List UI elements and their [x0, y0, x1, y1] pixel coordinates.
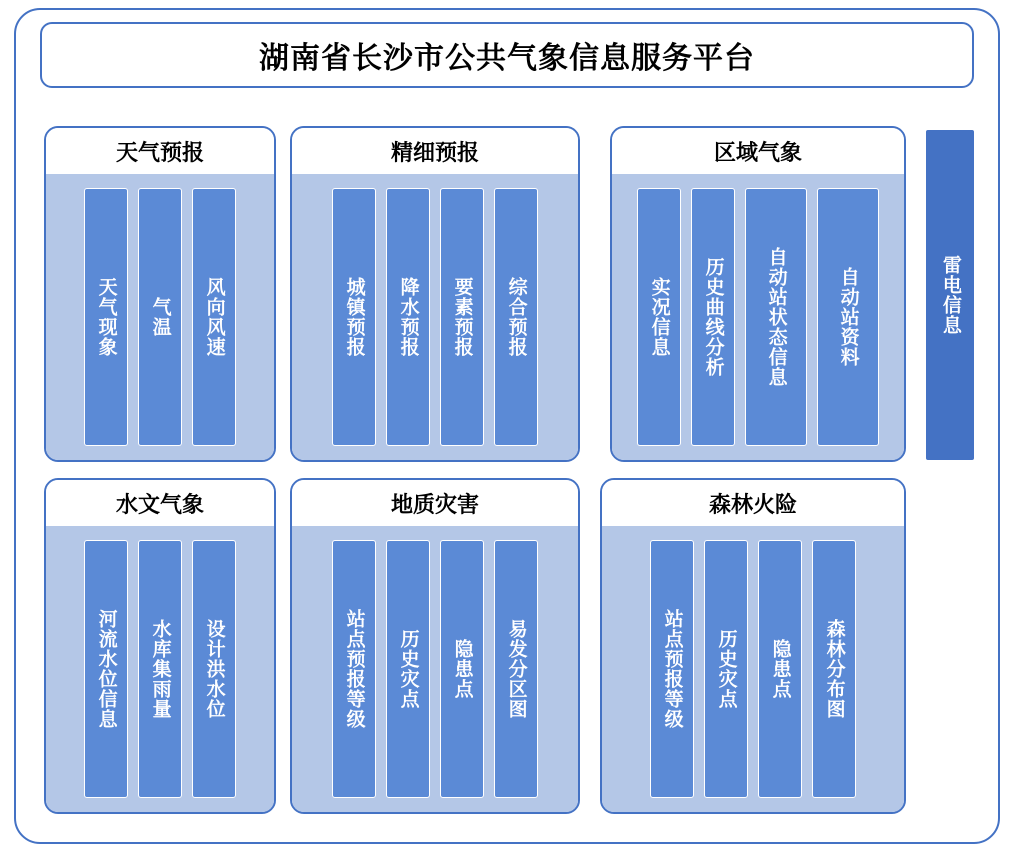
group-regional-meteorology[interactable] — [610, 126, 906, 462]
item-town-forecast[interactable] — [332, 188, 376, 446]
item-label: 森林分布图 — [823, 619, 845, 719]
item-label: 历史灾点 — [715, 629, 737, 709]
item-precipitation-forecast[interactable] — [386, 188, 430, 446]
group-title: 地质灾害 — [390, 491, 479, 517]
item-label: 历史曲线分析 — [702, 257, 724, 377]
item-label: 站点预报等级 — [661, 609, 683, 729]
item-label: 历史灾点 — [397, 629, 419, 709]
item-label: 隐患点 — [769, 639, 791, 699]
item-hidden-danger-points[interactable] — [440, 540, 484, 798]
item-historical-disaster-points[interactable] — [386, 540, 430, 798]
group-title: 森林火险 — [708, 491, 797, 517]
group-title: 天气预报 — [115, 139, 204, 165]
page-title: 湖南省长沙市公共气象信息服务平台 — [259, 42, 755, 75]
item-label: 天气现象 — [95, 277, 117, 357]
platform-title-bar — [40, 22, 974, 88]
group-header — [292, 480, 578, 526]
item-live-information[interactable] — [637, 188, 681, 446]
group-body — [46, 526, 274, 812]
item-element-forecast[interactable] — [440, 188, 484, 446]
group-title: 区域气象 — [713, 139, 802, 165]
item-label: 站点预报等级 — [343, 609, 365, 729]
group-weather-forecast[interactable] — [44, 126, 276, 462]
item-weather-phenomenon[interactable] — [84, 188, 128, 446]
item-label: 自动站状态信息 — [765, 247, 787, 387]
item-label: 综合预报 — [505, 277, 527, 357]
group-header — [46, 128, 274, 174]
item-label: 水库集雨量 — [149, 619, 171, 719]
item-label: 气温 — [149, 297, 171, 337]
item-label: 要素预报 — [451, 277, 473, 357]
item-temperature[interactable] — [138, 188, 182, 446]
group-hydrometeorology[interactable] — [44, 478, 276, 814]
item-label: 隐患点 — [451, 639, 473, 699]
item-lightning-information[interactable] — [926, 130, 974, 460]
group-geological-disaster[interactable] — [290, 478, 580, 814]
item-prone-zone-map[interactable] — [494, 540, 538, 798]
group-fine-forecast[interactable] — [290, 126, 580, 462]
item-forest-distribution-map[interactable] — [812, 540, 856, 798]
item-hidden-danger-points[interactable] — [758, 540, 802, 798]
item-comprehensive-forecast[interactable] — [494, 188, 538, 446]
item-station-forecast-level[interactable] — [332, 540, 376, 798]
item-label: 自动站资料 — [837, 267, 859, 367]
item-label: 实况信息 — [648, 277, 670, 357]
group-forest-fire-risk[interactable] — [600, 478, 906, 814]
item-label: 雷电信息 — [939, 255, 961, 335]
item-design-flood-level[interactable] — [192, 540, 236, 798]
item-wind[interactable] — [192, 188, 236, 446]
item-label: 河流水位信息 — [95, 609, 117, 729]
group-body — [612, 174, 904, 460]
group-title: 精细预报 — [390, 139, 479, 165]
item-historical-disaster-points[interactable] — [704, 540, 748, 798]
item-label: 设计洪水位 — [203, 619, 225, 719]
item-reservoir-rainfall[interactable] — [138, 540, 182, 798]
group-body — [292, 174, 578, 460]
item-station-data[interactable] — [817, 188, 879, 446]
group-header — [602, 480, 904, 526]
item-label: 风向风速 — [203, 277, 225, 357]
item-history-curve-analysis[interactable] — [691, 188, 735, 446]
group-body — [292, 526, 578, 812]
group-header — [292, 128, 578, 174]
group-header — [46, 480, 274, 526]
item-station-status-info[interactable] — [745, 188, 807, 446]
group-title: 水文气象 — [115, 491, 204, 517]
group-header — [612, 128, 904, 174]
item-label: 降水预报 — [397, 277, 419, 357]
item-label: 易发分区图 — [505, 619, 527, 719]
item-label: 城镇预报 — [343, 277, 365, 357]
group-body — [602, 526, 904, 812]
item-river-water-level-info[interactable] — [84, 540, 128, 798]
item-station-forecast-level[interactable] — [650, 540, 694, 798]
group-body — [46, 174, 274, 460]
